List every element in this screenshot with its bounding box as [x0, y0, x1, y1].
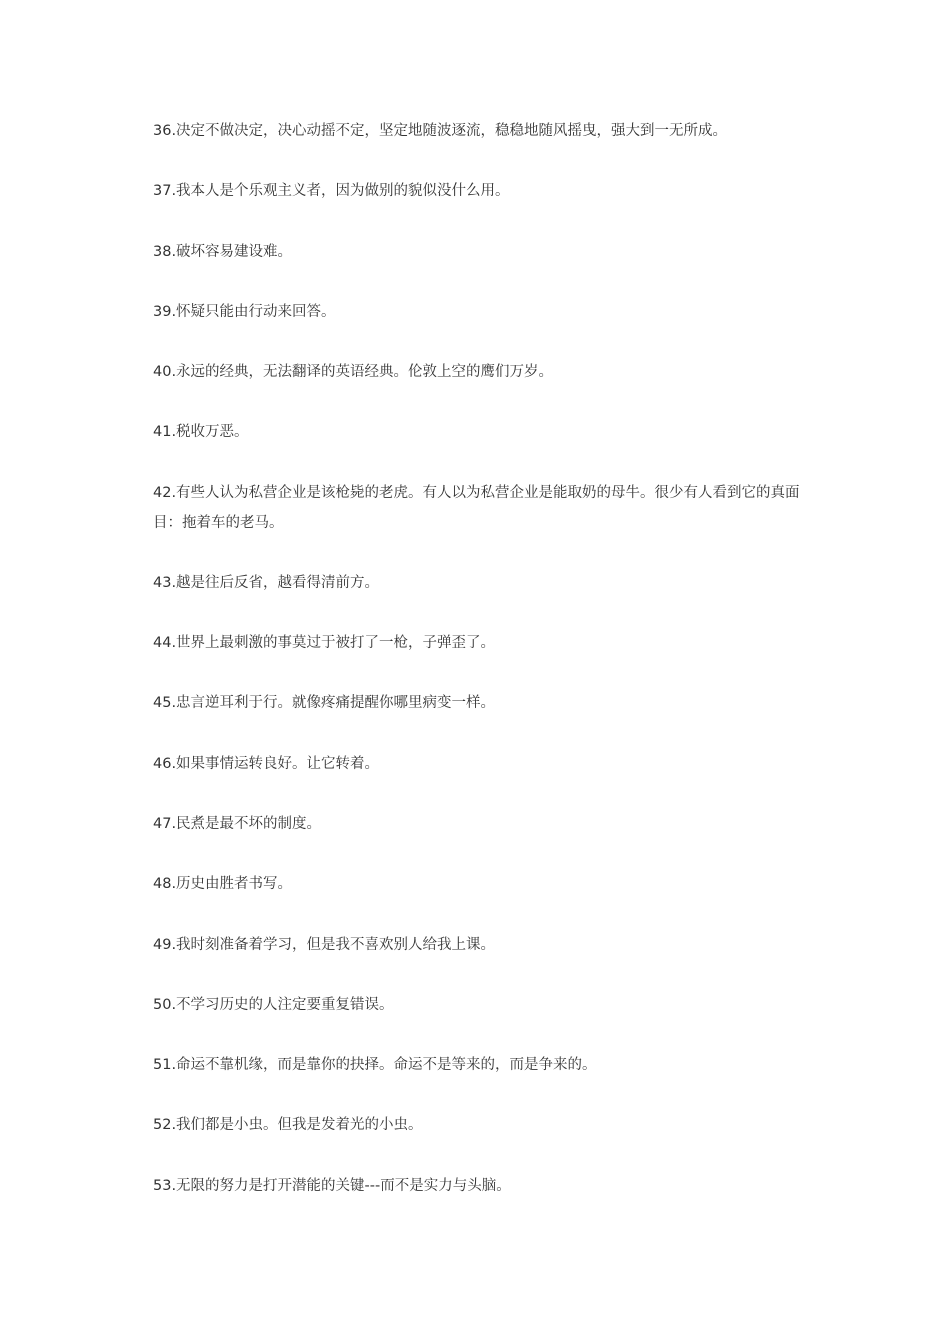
quote-47: 47.民煮是最不坏的制度。	[153, 815, 322, 832]
quote-50: 50.不学习历史的人注定要重复错误。	[153, 996, 394, 1013]
quote-40: 40.永远的经典，无法翻译的英语经典。伦敦上空的鹰们万岁。	[153, 364, 554, 381]
quote-list	[153, 119, 803, 1234]
quote-46: 46.如果事情运转良好。让它转着。	[153, 755, 380, 772]
quote-37: 37.我本人是个乐观主义者，因为做别的貌似没什么用。	[153, 183, 510, 200]
quote-48: 48.历史由胜者书写。	[153, 876, 293, 893]
quote-36: 36.决定不做决定，决心动摇不定，坚定地随波逐流，稳稳地随风摇曳，强大到一无所成。	[153, 123, 728, 139]
quote-51: 51.命运不靠机缘，而是靠你的抉择。命运不是等来的，而是争来的。	[153, 1057, 597, 1074]
quote-52: 52.我们都是小虫。但我是发着光的小虫。	[153, 1117, 423, 1134]
quote-38: 38.破坏容易建设难。	[153, 243, 293, 260]
quote-39: 39.怀疑只能由行动来回答。	[153, 303, 336, 320]
quote-45: 45.忠言逆耳利于行。就像疼痛提醒你哪里病变一样。	[153, 695, 496, 712]
quote-49: 49.我时刻准备着学习，但是我不喜欢别人给我上课。	[153, 936, 496, 953]
quote-42: 42.有些人认为私营企业是该枪毙的老虎。有人以为私营企业是能取奶的母牛。很少有人看到它的真面目：拖着车的老马。	[153, 484, 800, 531]
quote-41: 41.税收万恶。	[153, 424, 249, 441]
quote-43: 43.越是往后反省，越看得清前方。	[153, 574, 380, 591]
quote-44: 44.世界上最刺激的事莫过于被打了一枪，子弹歪了。	[153, 635, 496, 652]
quote-53: 53.无限的努力是打开潜能的关键---而不是实力与头脑。	[153, 1177, 511, 1194]
